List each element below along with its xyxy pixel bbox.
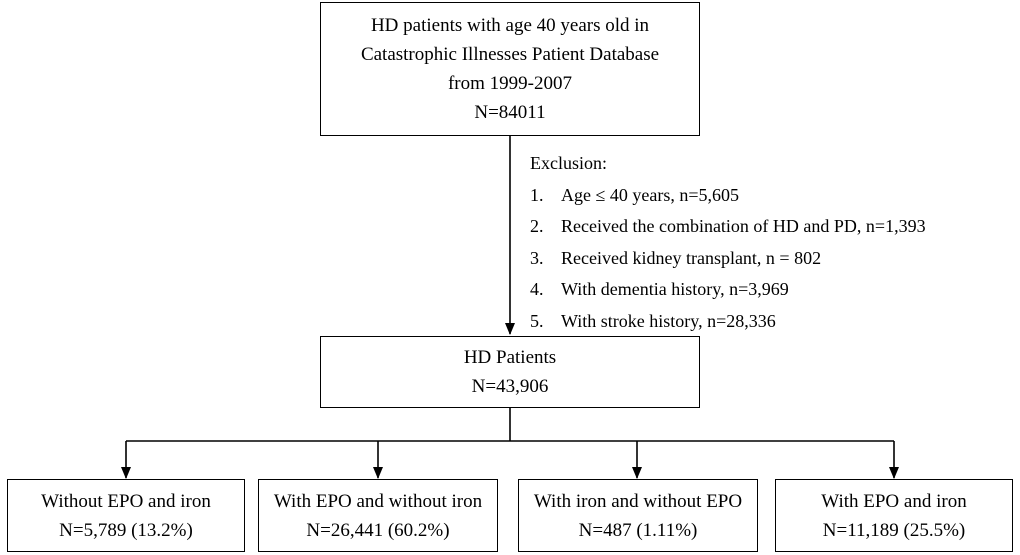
- group-label: With EPO and without iron: [273, 490, 483, 512]
- cohort-count: N=43,906: [471, 376, 549, 397]
- group-count: N=11,189 (25.5%): [822, 519, 966, 541]
- exclusion-item-text: Received the combination of HD and PD, n=1,393: [561, 216, 926, 236]
- exclusion-item: [530, 243, 926, 275]
- source-line-3: from 1999-2007: [447, 73, 572, 94]
- exclusion-item: [530, 306, 926, 338]
- source-line-2: Catastrophic Illnesses Patient Database: [360, 44, 660, 65]
- exclusion-item-text: With dementia history, n=3,969: [561, 279, 789, 299]
- source-line-4: N=84011: [474, 102, 546, 123]
- exclusion-title: Exclusion:: [530, 153, 607, 173]
- exclusion-item: [530, 211, 926, 243]
- cohort-title: HD Patients: [463, 347, 557, 368]
- exclusion-item: [530, 180, 926, 212]
- exclusion-item-number: 3.: [530, 247, 544, 268]
- group-count: N=487 (1.11%): [578, 519, 698, 541]
- group-box-iron-no-epo: [518, 479, 758, 552]
- group-box-epo-no-iron: [258, 479, 498, 552]
- exclusion-item-number: 2.: [530, 216, 544, 236]
- source-line-1: HD patients with age 40 years old in: [370, 15, 650, 36]
- group-label: With EPO and iron: [821, 490, 967, 512]
- exclusion-item-number: 4.: [530, 279, 544, 299]
- group-label: With iron and without EPO: [533, 490, 743, 512]
- exclusion-item-text: Received kidney transplant, n = 802: [561, 247, 822, 268]
- group-box-epo-and-iron: [775, 479, 1013, 552]
- exclusion-item: [530, 274, 926, 306]
- exclusion-list: [530, 148, 926, 337]
- exclusion-item-number: 5.: [530, 310, 544, 331]
- exclusion-item-number: 1.: [530, 184, 544, 205]
- group-box-no-epo-no-iron: [7, 479, 245, 552]
- group-label: Without EPO and iron: [41, 490, 211, 512]
- cohort-box: [320, 336, 700, 408]
- group-count: N=26,441 (60.2%): [306, 519, 450, 541]
- exclusion-item-text: With stroke history, n=28,336: [561, 310, 776, 331]
- source-population-box: [320, 2, 700, 136]
- exclusion-item-text: Age ≤ 40 years, n=5,605: [561, 184, 739, 205]
- group-count: N=5,789 (13.2%): [59, 519, 193, 541]
